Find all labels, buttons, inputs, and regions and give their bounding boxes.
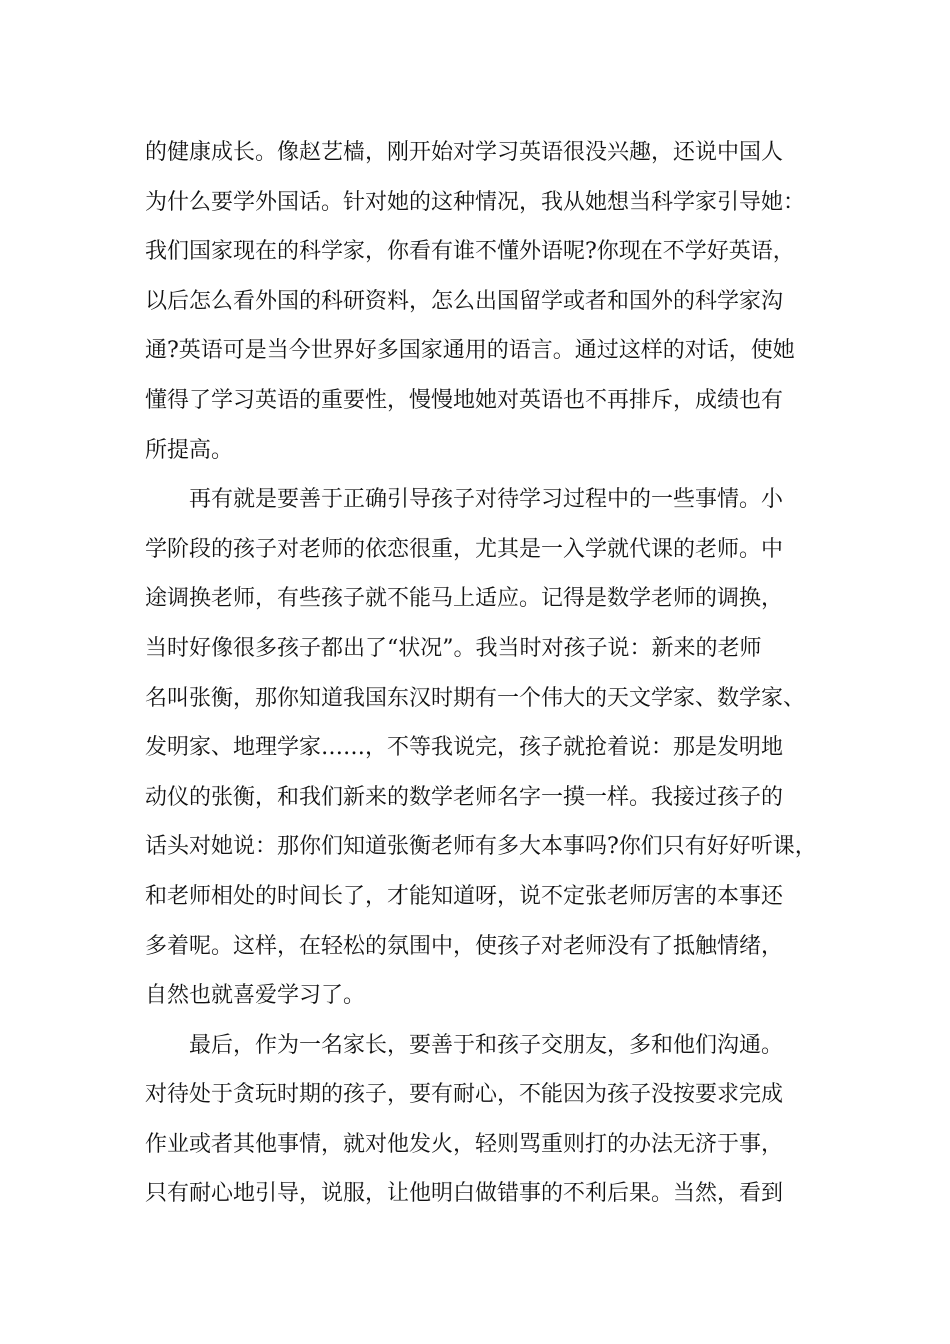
text-line: 自然也就喜爱学习了。: [145, 983, 366, 1009]
text-line: 为什么要学外国话。针对她的这种情况，我从她想当科学家引导她：: [145, 189, 806, 215]
text-line: 以后怎么看外国的科研资料，怎么出国留学或者和国外的科学家沟: [145, 288, 784, 314]
text-line: 的健康成长。像赵艺樯，刚开始对学习英语很没兴趣，还说中国人: [145, 140, 784, 165]
text-line: 通?英语可是当今世界好多国家通用的语言。通过这样的对话，使她: [145, 338, 795, 364]
text-line: 学阶段的孩子对老师的依恋很重，尤其是一入学就代课的老师。中: [145, 536, 784, 562]
paragraph-1: [145, 128, 835, 475]
text-line: 对待处于贪玩时期的孩子，要有耐心，不能因为孩子没按要求完成: [145, 1082, 784, 1108]
paragraph-2: [145, 475, 835, 1021]
text-line: 途调换老师，有些孩子就不能马上适应。记得是数学老师的调换，: [145, 586, 784, 612]
text-line: 当时好像很多孩子都出了“状况”。我当时对孩子说：新来的老师: [145, 635, 762, 661]
text-line: 再有就是要善于正确引导孩子对待学习过程中的一些事情。小: [189, 487, 784, 513]
text-line: 话头对她说：那你们知道张衡老师有多大本事吗?你们只有好好听课，: [145, 834, 817, 860]
text-line: 名叫张衡，那你知道我国东汉时期有一个伟大的天文学家、数学家、: [145, 685, 806, 711]
text-line: 作业或者其他事情，就对他发火，轻则骂重则打的办法无济于事，: [145, 1131, 784, 1157]
text-line: 只有耐心地引导，说服，让他明白做错事的不利后果。当然，看到: [145, 1181, 784, 1207]
text-line: 我们国家现在的科学家，你看有谁不懂外语呢?你现在不学好英语，: [145, 239, 795, 265]
text-line: 懂得了学习英语的重要性，慢慢地她对英语也不再排斥，成绩也有: [145, 387, 784, 413]
text-line: 多着呢。这样，在轻松的氛围中，使孩子对老师没有了抵触情绪，: [145, 933, 784, 959]
body-text: [145, 128, 835, 1219]
text-line: 最后，作为一名家长，要善于和孩子交朋友，多和他们沟通。: [189, 1032, 784, 1058]
text-line: 发明家、地理学家……，不等我说完，孩子就抢着说：那是发明地: [145, 735, 784, 761]
text-line: 和老师相处的时间长了，才能知道呀，说不定张老师厉害的本事还: [145, 883, 784, 909]
text-line: 所提高。: [145, 437, 234, 463]
paragraph-3: [145, 1021, 835, 1219]
text-line: 动仪的张衡，和我们新来的数学老师名字一摸一样。我接过孩子的: [145, 784, 784, 810]
